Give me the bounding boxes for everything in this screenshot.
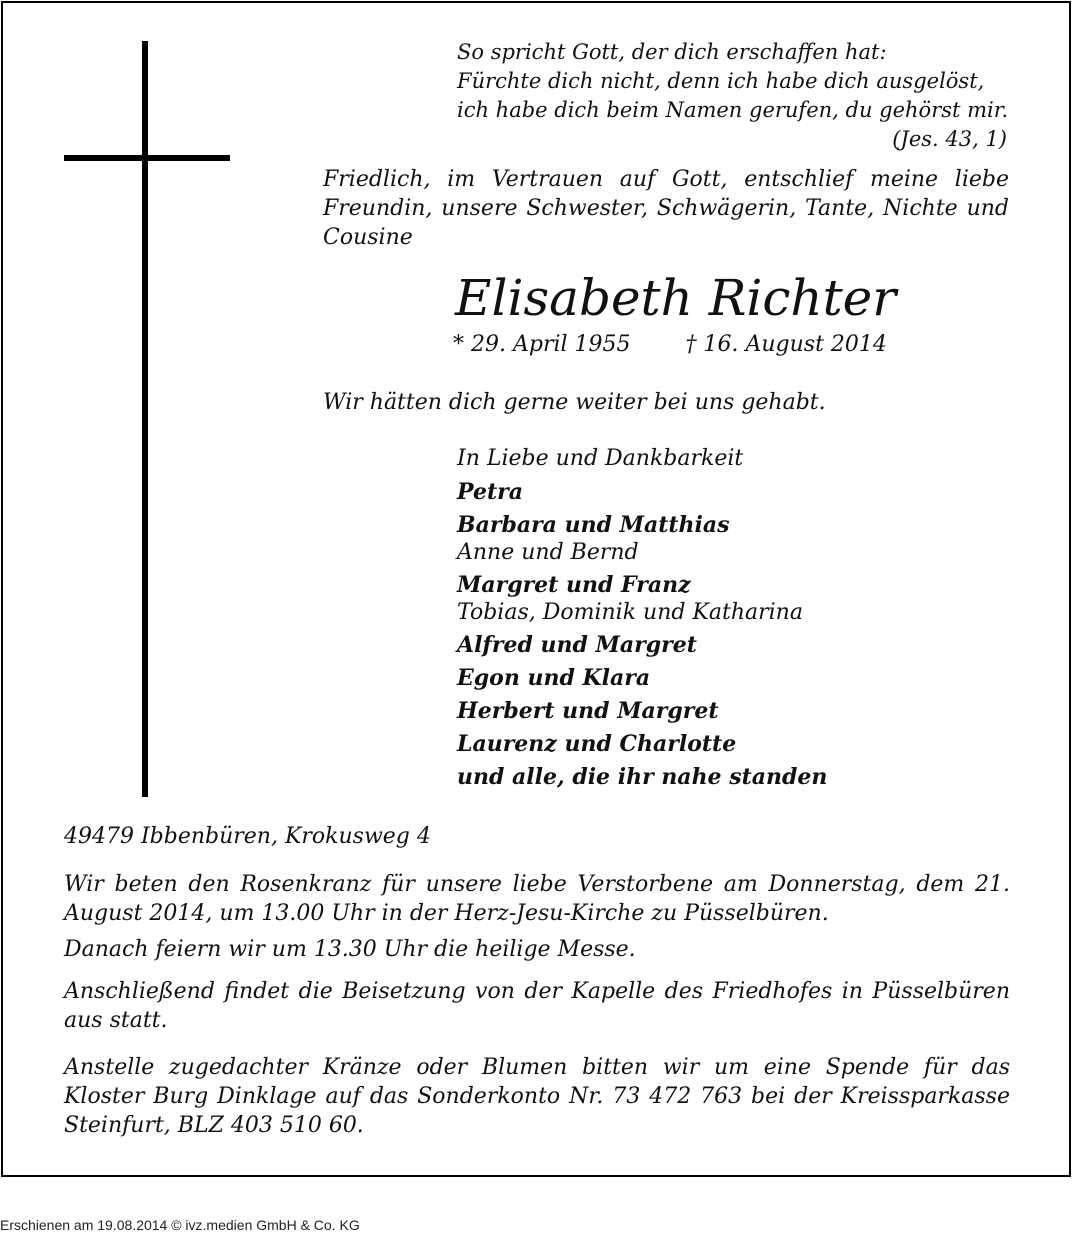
mourner-name: und alle, die ihr nahe standen (457, 764, 828, 790)
mourner-family: Tobias, Dominik und Katharina (457, 600, 803, 625)
mourner-name: Alfred und Margret (457, 632, 697, 658)
bible-verse (457, 38, 1017, 154)
address: 49479 Ibbenbüren, Krokusweg 4 (64, 824, 431, 849)
mourner-family: Anne und Bernd (457, 540, 639, 565)
verse-line: So spricht Gott, der dich erschaffen hat: (457, 40, 887, 64)
death-date: † 16. August 2014 (685, 332, 887, 357)
mourners-heading: In Liebe und Dankbarkeit (457, 446, 744, 471)
verse-reference: (Jes. 43, 1) (892, 127, 1007, 151)
mass-paragraph: Danach feiern wir um 13.30 Uhr die heilige Messe. (64, 937, 636, 962)
life-dates (453, 330, 887, 359)
rosary-paragraph: Wir beten den Rosenkranz für unsere liebe Verstorbene am Donnerstag, dem 21. August 2014, um 13.00 Uhr in der Herz-Jesu-Kirche zu Püsselbüren. (64, 872, 1010, 926)
missed-line: Wir hätten dich gerne weiter bei uns gehabt. (323, 390, 826, 415)
mourner-name: Petra (457, 479, 523, 505)
mourner-name: Egon und Klara (457, 665, 651, 691)
intro-text: Friedlich, im Vertrauen auf Gott, entschlief meine liebe Freundin, unsere Schwester, Schwägerin, Tante, Nichte und Cousine (323, 167, 1009, 250)
verse-line: ich habe dich beim Namen gerufen, du gehörst mir. (457, 98, 1009, 122)
donation-paragraph: Anstelle zugedachter Kränze oder Blumen bitten wir um eine Spende für das Kloster Burg Dinklage auf das Sonderkonto Nr. 73 472 763 bei der Kreissparkasse Steinfurt, BLZ 403 510 60. (64, 1055, 1010, 1138)
birth-date: * 29. April 1955 (453, 332, 631, 357)
cross-icon-bar (64, 155, 230, 161)
mourner-name: Barbara und Matthias (457, 512, 730, 538)
mourners-list (457, 445, 827, 791)
mourner-name: Margret und Franz (457, 572, 691, 598)
mourner-name: Laurenz und Charlotte (457, 731, 737, 757)
verse-line: Fürchte dich nicht, denn ich habe dich ausgelöst, (457, 69, 985, 93)
deceased-name: Elisabeth Richter (455, 269, 897, 327)
mourner-name: Herbert und Margret (457, 698, 719, 724)
burial-paragraph: Anschließend findet die Beisetzung von der Kapelle des Friedhofes in Püsselbüren aus statt. (64, 979, 1010, 1033)
publication-footer: Erschienen am 19.08.2014 © ivz.medien GmbH & Co. KG (0, 1217, 360, 1233)
